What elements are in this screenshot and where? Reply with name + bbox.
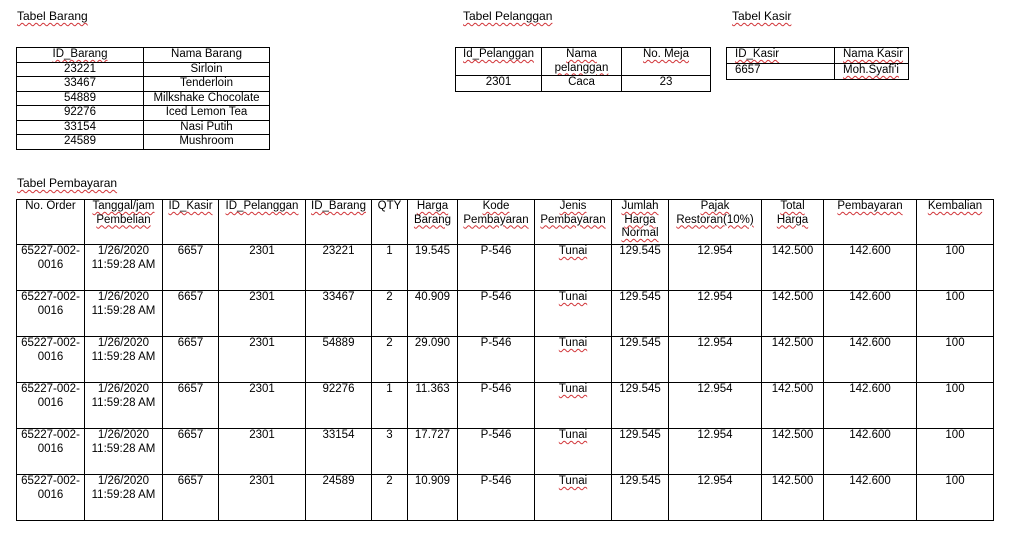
table-cell: 100: [917, 245, 994, 291]
header-cell: Harga Barang: [408, 200, 458, 245]
table-cell: 129.545: [612, 383, 669, 429]
table-cell: 17.727: [408, 429, 458, 475]
table-cell: 12.954: [669, 245, 762, 291]
table-cell: P-546: [458, 429, 535, 475]
table-cell: 129.545: [612, 245, 669, 291]
table-cell: 24589: [17, 135, 144, 150]
table-cell: 65227-002-0016: [17, 475, 85, 521]
header-cell: Pembayaran: [824, 200, 917, 245]
table-cell: Tunai: [535, 429, 612, 475]
table-cell: 2301: [219, 245, 306, 291]
table-cell: 142.500: [762, 383, 824, 429]
table-row: [456, 76, 711, 92]
table-cell: 12.954: [669, 429, 762, 475]
table-cell: Sirloin: [144, 62, 270, 77]
table-header-row: [727, 48, 909, 64]
table-cell: 11.363: [408, 383, 458, 429]
table-cell: 142.600: [824, 383, 917, 429]
table-row: [17, 106, 270, 121]
table-cell: 92276: [17, 106, 144, 121]
table-cell: 129.545: [612, 475, 669, 521]
table-header-row: [456, 48, 711, 76]
table-cell: 6657: [163, 337, 219, 383]
table-cell: 100: [917, 475, 994, 521]
table-cell: Tunai: [535, 245, 612, 291]
table-cell: 1/26/2020 11:59:28 AM: [85, 429, 163, 475]
table-cell: 6657: [727, 64, 835, 80]
header-cell: Nama Barang: [144, 48, 270, 63]
table-cell: P-546: [458, 475, 535, 521]
table-cell: 129.545: [612, 337, 669, 383]
table-header-row: [17, 48, 270, 63]
table-cell: 2301: [219, 429, 306, 475]
table-cell: Tunai: [535, 291, 612, 337]
header-cell: ID_Barang: [306, 200, 372, 245]
header-cell: Jenis Pembayaran: [535, 200, 612, 245]
table-cell: 2301: [219, 475, 306, 521]
table-cell: P-546: [458, 383, 535, 429]
table-cell: 40.909: [408, 291, 458, 337]
table-header-row: [17, 200, 994, 245]
title-pembayaran: Tabel Pembayaran: [17, 176, 118, 190]
table-cell: 1/26/2020 11:59:28 AM: [85, 475, 163, 521]
title-pelanggan: Tabel Pelanggan: [463, 9, 553, 23]
table-cell: Caca: [542, 76, 622, 92]
table-cell: Milkshake Chocolate: [144, 91, 270, 106]
table-cell: 12.954: [669, 475, 762, 521]
table-cell: 6657: [163, 291, 219, 337]
table-cell: Tenderloin: [144, 77, 270, 92]
header-cell: ID_Kasir: [163, 200, 219, 245]
table-cell: 92276: [306, 383, 372, 429]
table-cell: 2: [372, 475, 408, 521]
table-cell: 54889: [306, 337, 372, 383]
table-cell: 23221: [17, 62, 144, 77]
table-cell: 2: [372, 291, 408, 337]
table-cell: 1: [372, 383, 408, 429]
table-cell: 33467: [17, 77, 144, 92]
header-cell: Jumlah Harga Normal: [612, 200, 669, 245]
table-cell: 142.600: [824, 429, 917, 475]
table-cell: 129.545: [612, 429, 669, 475]
table-cell: 2: [372, 337, 408, 383]
table-cell: 29.090: [408, 337, 458, 383]
header-cell: No. Meja: [622, 48, 711, 76]
header-cell: Tanggal/jam Pembelian: [85, 200, 163, 245]
table-cell: 6657: [163, 383, 219, 429]
table-cell: Tunai: [535, 337, 612, 383]
table-cell: 142.500: [762, 245, 824, 291]
table-cell: Nasi Putih: [144, 120, 270, 135]
table-cell: 1: [372, 245, 408, 291]
table-row: [17, 475, 994, 521]
title-kasir: Tabel Kasir: [732, 9, 792, 23]
table-cell: 129.545: [612, 291, 669, 337]
table-pelanggan: [455, 47, 711, 92]
table-cell: 6657: [163, 245, 219, 291]
table-cell: 65227-002-0016: [17, 383, 85, 429]
title-barang: Tabel Barang: [17, 9, 88, 23]
table-cell: Mushroom: [144, 135, 270, 150]
table-cell: 65227-002-0016: [17, 291, 85, 337]
table-row: [17, 245, 994, 291]
header-cell: Kode Pembayaran: [458, 200, 535, 245]
table-cell: 1/26/2020 11:59:28 AM: [85, 291, 163, 337]
table-row: [17, 62, 270, 77]
table-row: [17, 135, 270, 150]
table-row: [727, 64, 909, 80]
table-cell: 65227-002-0016: [17, 245, 85, 291]
header-cell: ID_Pelanggan: [219, 200, 306, 245]
table-cell: 12.954: [669, 383, 762, 429]
table-cell: 2301: [219, 291, 306, 337]
header-cell: QTY: [372, 200, 408, 245]
table-cell: 6657: [163, 429, 219, 475]
table-cell: 100: [917, 337, 994, 383]
header-cell: ID_Kasir: [727, 48, 835, 64]
header-cell: ID_Barang: [17, 48, 144, 63]
table-cell: 65227-002-0016: [17, 429, 85, 475]
table-cell: P-546: [458, 291, 535, 337]
table-cell: 100: [917, 291, 994, 337]
table-cell: 142.600: [824, 475, 917, 521]
table-cell: Tunai: [535, 475, 612, 521]
table-cell: 142.500: [762, 429, 824, 475]
table-cell: 12.954: [669, 291, 762, 337]
table-cell: 33154: [17, 120, 144, 135]
table-cell: 142.600: [824, 337, 917, 383]
table-row: [17, 77, 270, 92]
table-cell: 24589: [306, 475, 372, 521]
table-barang: [16, 47, 270, 150]
table-cell: 142.500: [762, 475, 824, 521]
table-cell: 100: [917, 383, 994, 429]
table-cell: 1/26/2020 11:59:28 AM: [85, 337, 163, 383]
table-cell: 6657: [163, 475, 219, 521]
table-cell: P-546: [458, 245, 535, 291]
table-cell: 12.954: [669, 337, 762, 383]
table-cell: 54889: [17, 91, 144, 106]
table-cell: Moh.Syafi'i: [835, 64, 909, 80]
table-cell: 1/26/2020 11:59:28 AM: [85, 245, 163, 291]
table-cell: 142.600: [824, 245, 917, 291]
table-cell: Tunai: [535, 383, 612, 429]
header-cell: Nama Kasir: [835, 48, 909, 64]
table-cell: 100: [917, 429, 994, 475]
table-kasir: [726, 47, 909, 80]
table-cell: 3: [372, 429, 408, 475]
table-cell: 33467: [306, 291, 372, 337]
header-cell: Kembalian: [917, 200, 994, 245]
header-cell: Id_Pelanggan: [456, 48, 542, 76]
table-row: [17, 383, 994, 429]
table-row: [17, 429, 994, 475]
table-cell: 33154: [306, 429, 372, 475]
header-cell: Pajak Restoran(10%): [669, 200, 762, 245]
table-row: [17, 291, 994, 337]
table-cell: 65227-002-0016: [17, 337, 85, 383]
table-cell: 23221: [306, 245, 372, 291]
table-row: [17, 337, 994, 383]
table-cell: P-546: [458, 337, 535, 383]
table-cell: 142.500: [762, 291, 824, 337]
table-cell: 2301: [219, 383, 306, 429]
table-cell: 23: [622, 76, 711, 92]
table-cell: 142.600: [824, 291, 917, 337]
table-cell: 19.545: [408, 245, 458, 291]
table-cell: 1/26/2020 11:59:28 AM: [85, 383, 163, 429]
table-cell: Iced Lemon Tea: [144, 106, 270, 121]
table-pembayaran: [16, 199, 994, 521]
header-cell: Total Harga: [762, 200, 824, 245]
table-row: [17, 120, 270, 135]
table-row: [17, 91, 270, 106]
table-body: [17, 245, 994, 521]
table-cell: 142.500: [762, 337, 824, 383]
header-cell: No. Order: [17, 200, 85, 245]
table-cell: 2301: [456, 76, 542, 92]
table-cell: 2301: [219, 337, 306, 383]
table-cell: 10.909: [408, 475, 458, 521]
header-cell: Nama pelanggan: [542, 48, 622, 76]
